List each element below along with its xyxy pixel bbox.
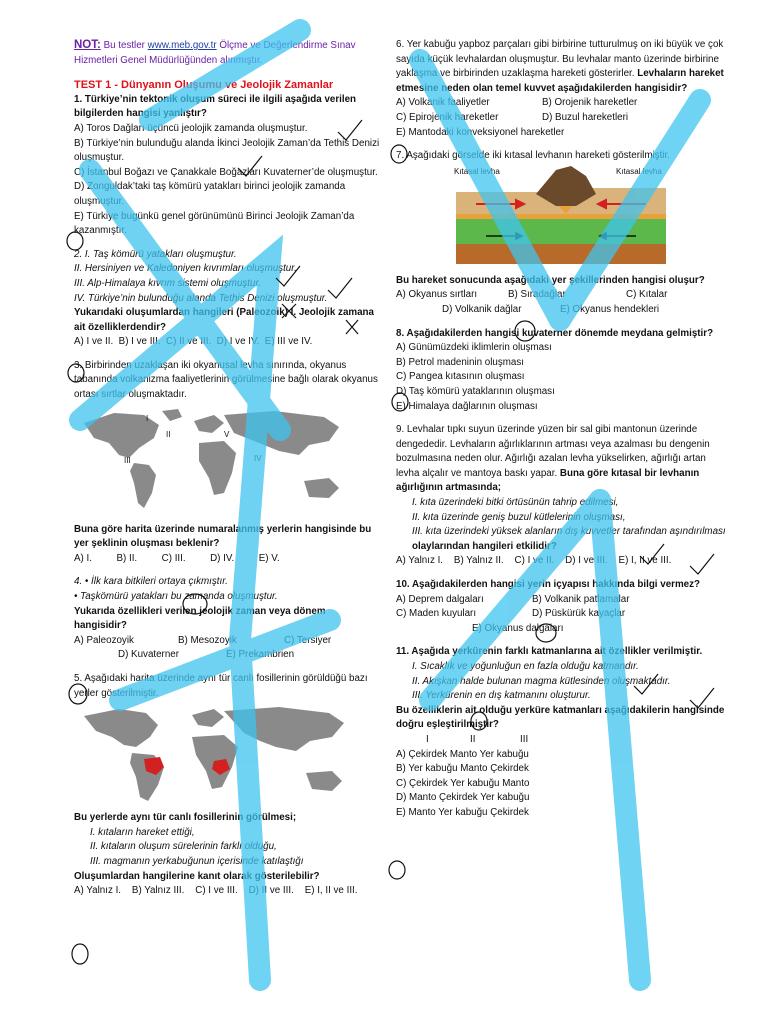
note-label: NOT:: [74, 39, 101, 51]
q4-options-row-1: [74, 634, 380, 649]
q6-option-a[interactable]: A) Volkanik faaliyetler: [396, 97, 490, 109]
q9-stem-text: 9. Levhalar tıpkı suyun üzerinde yüzen bir sal gibi mantonun üzerinde dengededir. Levhaların ağırlıklarının artması veya azalması bu dengenin bozulmasına neden olur. Ağırlığı azalan levha yükselirken, ağırlığı artan levha alçalır ve mantoya baskı yapar.: [396, 424, 710, 479]
q5-statement-1: I. kıtaların hareket ettiği,: [90, 826, 195, 838]
q8-option-a[interactable]: A) Günümüzdeki iklimlerin oluşması: [396, 342, 552, 354]
q4-option-d[interactable]: D) Kuvaterner: [118, 649, 179, 661]
q6-stem: [396, 38, 726, 96]
q5-statement-3: III. magmanın yerkabuğunun içerisinde katılaştığı: [90, 855, 304, 867]
map-label-4: IV: [254, 453, 262, 463]
q6-options-row-2: [396, 111, 726, 126]
left-column: [74, 38, 380, 899]
map-label-3: III: [124, 455, 131, 465]
q5-option-c[interactable]: C) I ve III.: [195, 885, 238, 897]
plate-collision-diagram: [446, 164, 676, 274]
q5-stem: 5. Aşağıdaki harita üzerinde aynı tür canlı fosillerinin görüldüğü bazı yerler gösterilmiştir.: [74, 673, 368, 699]
q1-option-a[interactable]: A) Toros Dağları üçüncü jeolojik zamanda oluşmuştur.: [74, 122, 308, 134]
q9-option-d[interactable]: D) I ve III.: [565, 555, 608, 567]
q7-option-e[interactable]: E) Okyanus hendekleri: [560, 303, 660, 315]
q5-option-b[interactable]: B) Yalnız III.: [131, 885, 185, 897]
q9-option-b[interactable]: B) Yalnız II.: [453, 555, 504, 567]
q10-options-row-1: [396, 593, 726, 608]
q5-question: Bu yerlerde aynı tür canlı fosillerinin görülmesi;: [74, 812, 297, 824]
q3-option-a[interactable]: A) I.: [74, 552, 92, 564]
q3-options: [74, 552, 380, 567]
q1-option-e[interactable]: E) Türkiye bugünkü genel görünümünü Birinci Jeolojik Zaman’da kazanmıştır.: [74, 210, 355, 237]
q2-option-b[interactable]: B) I ve III.: [118, 336, 161, 348]
q11-header-3: III: [520, 733, 529, 745]
q10-option-e[interactable]: E) Okyanus dalgaları: [472, 622, 564, 634]
world-map-q3: [74, 403, 364, 523]
q5-question-2: Oluşumlardan hangilerine kanıt olarak gösterilebilir?: [74, 870, 320, 882]
q5-option-e[interactable]: E) I, II ve III.: [304, 885, 358, 897]
note-link[interactable]: www.meb.gov.tr: [147, 40, 217, 51]
q11-option-d[interactable]: D) Manto Çekirdek Yer kabuğu: [396, 792, 530, 804]
q10-option-c[interactable]: C) Maden kuyuları: [396, 608, 477, 620]
q2-option-c[interactable]: C) II ve III.: [166, 336, 212, 348]
q7-options-row-1: [396, 288, 726, 303]
answer-circle: [72, 944, 88, 964]
q11-header-2: II: [470, 733, 476, 745]
q2-statement-4: IV. Türkiye’nin bulunduğu alanda Tethis Denizi oluşmuştur.: [74, 292, 328, 304]
q7-question: Bu hareket sonucunda aşağıdaki yer şekillerinden hangisi oluşur?: [396, 274, 705, 286]
q9-stem: [396, 423, 726, 496]
q1-option-d[interactable]: D) Zonguldak’taki taş kömürü yatakları birinci jeolojik zamanda oluşmuştur.: [74, 181, 346, 207]
q3-stem: 3. Birbirinden uzaklaşan iki okyanusal levha sınırında, okyanus tabanında volkanizma faaliyetlerinin görülmesine bağlı olarak okyanus ortası sırtlar oluşmaktadır.: [74, 359, 378, 401]
q9-option-e[interactable]: E) I, II ve III.: [618, 555, 672, 567]
q4-option-e[interactable]: E) Prekambrien: [226, 649, 295, 661]
q5-option-d[interactable]: D) II ve III.: [248, 885, 294, 897]
fossil-map-q5: [74, 701, 364, 811]
q9-statement-3: [396, 525, 726, 554]
q11-statement-1: I. Sıcaklık ve yoğunluğun en fazla olduğu katmandır.: [412, 661, 639, 672]
q9-statement-3-text: III. kıta üzerindeki yüksek alanların dış kuvvetler tarafından aşındırılması: [412, 526, 726, 538]
q7-option-a[interactable]: A) Okyanus sırtları: [396, 289, 478, 301]
note-text-2: Ölçme ve Değerlendirme Sınav Hizmetleri Genel Müdürlüğünden alınmıştır.: [74, 40, 356, 66]
q2-statement-1: 2. I. Taş kömürü yatakları oluşmuştur.: [74, 248, 237, 260]
q11-statement-2: II. Akışkan halde bulunan magma kütlesinden oluşmaktadır.: [412, 675, 671, 687]
q6-options-row-1: [396, 96, 726, 111]
q6-option-b[interactable]: B) Orojenik hareketler: [542, 97, 638, 109]
q2-statement-2: II. Hersiniyen ve Kaledoniyen kıvrımları oluşmuştur.: [74, 263, 297, 275]
q6-option-e[interactable]: E) Mantodaki konveksiyonel hareketler: [396, 126, 565, 138]
q2-question: Yukarıdaki oluşumlardan hangileri (Paleozoik) I. Jeolojik zamana ait özelliklerdendir?: [74, 307, 374, 333]
q10-option-d[interactable]: D) Püskürük kayaçlar: [532, 608, 626, 620]
q4-statement-2: • Taşkömürü yatakları bu zamanda oluşmuştur.: [74, 591, 278, 603]
q4-option-b[interactable]: B) Mesozoyik: [178, 634, 237, 646]
q8-option-b[interactable]: B) Petrol madeninin oluşması: [396, 356, 524, 368]
q6-stem-text: 6. Yer kabuğu yapboz parçaları gibi birbirine tutturulmuş on iki büyük ve çok sayıda küçük levhalardan oluşmuştur. Bu levhalar manto üzerinde birbirine yaklaşma ve birbirinden uzaklaşma hareketi gösterirler.: [396, 39, 724, 80]
q11-option-b[interactable]: B) Yer kabuğu Manto Çekirdek: [396, 763, 529, 775]
q10-option-b[interactable]: B) Volkanik patlamalar: [532, 593, 630, 605]
q10-stem: 10. Aşağıdakilerden hangisi yerin içyapısı hakkında bilgi vermez?: [396, 579, 701, 591]
map-label-5: V: [224, 429, 230, 439]
note: [74, 38, 380, 68]
q5-option-a[interactable]: A) Yalnız I.: [74, 885, 122, 897]
q8-option-d[interactable]: D) Taş kömürü yataklarının oluşması: [396, 385, 555, 397]
q7-stem: 7. Aşağıdaki görselde iki kıtasal levhanın hareketi gösterilmiştir.: [396, 150, 670, 162]
q9-options: [396, 554, 726, 569]
q10-options-row-2: [396, 607, 726, 622]
q9-statement-2: II. kıta üzerinde geniş buzul kütlelerinin oluşması,: [412, 511, 626, 523]
q6-option-d[interactable]: D) Buzul hareketleri: [542, 111, 629, 123]
q3-option-c[interactable]: C) III.: [161, 552, 186, 564]
q1-option-c[interactable]: C) İstanbul Boğazı ve Çanakkale Boğazları Kuvaterner’de oluşmuştur.: [74, 166, 378, 178]
q9-question: olaylarından hangileri etkilidir?: [412, 540, 557, 552]
q1-stem: 1. Türkiye’nin tektonik oluşum süreci ile ilgili aşağıda verilen bilgilerden hangisi yanlıştır?: [74, 93, 357, 120]
q2-option-a[interactable]: A) I ve II.: [74, 336, 114, 348]
q3-question: Buna göre harita üzerinde numaralanmış yerlerin hangisinde bu yer şeklinin oluşması beklenir?: [74, 523, 372, 550]
q11-option-c[interactable]: C) Çekirdek Yer kabuğu Manto: [396, 777, 530, 789]
q2-statement-3: III. Alp-Himalaya kıvrım sistemi oluşmuştur.: [74, 277, 262, 289]
q11-option-e[interactable]: E) Manto Yer kabuğu Çekirdek: [396, 806, 529, 818]
q9-statement-1: I. kıta üzerindeki bitki örtüsünün tahrip edilmesi,: [412, 497, 619, 509]
test-title: TEST 1 - Dünyanın Oluşumu ve Jeolojik Zamanlar: [74, 79, 334, 92]
label-continental-plate-left: Kıtasal levha: [454, 166, 500, 176]
q3-option-e[interactable]: E) V.: [258, 552, 280, 564]
q4-question: Yukarıda özellikleri verilen jeolojik zaman veya dönem hangisidir?: [74, 605, 326, 632]
q4-option-a[interactable]: A) Paleozoyik: [74, 634, 134, 646]
q2-option-d[interactable]: D) I ve IV.: [216, 336, 260, 348]
q10-option-a[interactable]: A) Deprem dalgaları: [396, 593, 484, 605]
q11-option-a[interactable]: A) Çekirdek Manto Yer kabuğu: [396, 748, 529, 760]
q7-option-b[interactable]: B) Sıradağlar: [508, 289, 566, 301]
q7-option-c[interactable]: C) Kıtalar: [626, 289, 668, 301]
map-label-2: II: [166, 429, 171, 439]
map-label-1: I: [146, 413, 149, 423]
q11-stem: 11. Aşağıda yerkürenin farklı katmanlarına ait özellikler verilmiştir.: [396, 646, 703, 658]
q2-options: [74, 335, 380, 350]
q9-option-c[interactable]: C) I ve II.: [514, 555, 555, 567]
q9-option-a[interactable]: A) Yalnız I.: [396, 555, 444, 567]
q6-question: Levhaların hareket etmesine neden olan temel kuvvet aşağıdakilerden hangisidir?: [396, 68, 724, 94]
q11-question: Bu özelliklerin ait olduğu yerküre katmanları aşağıdakilerin hangisinde doğru eşleştirilmiştir?: [396, 704, 725, 731]
q5-options: [74, 884, 380, 899]
q7-options-row-2: [396, 303, 726, 318]
answer-circle: [389, 861, 405, 879]
q11-statement-3: III. Yerkürenin en dış katmanını oluşturur.: [412, 690, 591, 702]
label-continental-plate-right: Kıtasal levha: [616, 166, 662, 176]
right-column: [396, 38, 726, 821]
note-text-1: Bu testler: [100, 40, 148, 51]
q11-header-1: I: [426, 733, 429, 745]
q2-option-e[interactable]: E) III ve IV.: [264, 336, 313, 348]
q11-table-header: [396, 733, 726, 748]
q4-option-c[interactable]: C) Tersiyer: [284, 634, 332, 646]
q9-stem-bold: Buna göre kıtasal bir levhanın ağırlığının artmasında;: [396, 467, 700, 494]
q6-option-c[interactable]: C) Epirojenik hareketler: [396, 111, 499, 123]
q3-option-d[interactable]: D) IV.: [210, 552, 235, 564]
q8-option-c[interactable]: C) Pangea kıtasının oluşması: [396, 371, 525, 383]
q7-option-d[interactable]: D) Volkanik dağlar: [442, 303, 522, 315]
q3-option-b[interactable]: B) II.: [116, 552, 138, 564]
q1-option-b[interactable]: B) Türkiye’nin bulunduğu alanda İkinci Jeolojik Zaman’da Tethis Denizi oluşmuştur.: [74, 137, 380, 164]
q5-statement-2: II. kıtaların oluşum sürelerinin farklı olduğu,: [90, 841, 277, 853]
q8-option-e[interactable]: E) Himalaya dağlarının oluşması: [396, 400, 538, 412]
q4-options-row-2: [74, 648, 380, 663]
q4-statement-1: 4. • İlk kara bitkileri ortaya çıkmıştır.: [74, 576, 228, 588]
q8-stem: 8. Aşağıdakilerden hangisi kuvaterner dönemde meydana gelmiştir?: [396, 327, 714, 339]
